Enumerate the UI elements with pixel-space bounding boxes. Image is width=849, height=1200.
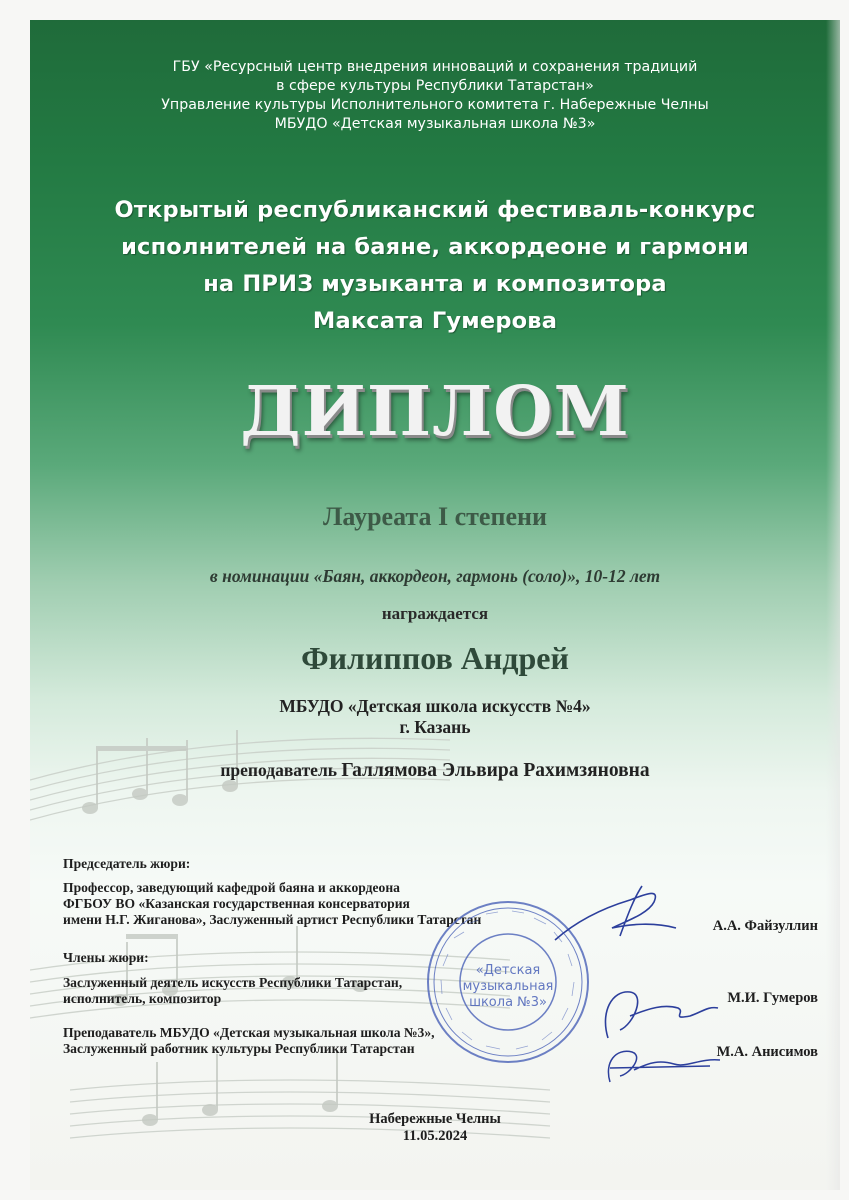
- festival-line: исполнителей на баяне, аккордеоне и гармони: [121, 234, 749, 260]
- jury-member2-title: [63, 1025, 435, 1057]
- diploma-title: ДИПЛОМ: [240, 372, 630, 452]
- festival-title: [30, 192, 840, 340]
- footer: [30, 1111, 840, 1145]
- jury-chair-line: имени Н.Г. Жиганова», Заслуженный артист Республики Татарстан: [63, 912, 482, 927]
- jury-member2-line: Преподаватель МБУДО «Детская музыкальная школа №3»,: [63, 1025, 435, 1040]
- organizers-header: [30, 58, 840, 134]
- stamp-line: школа №3»: [469, 995, 547, 1010]
- teacher-name: Галлямова Эльвира Рахимзяновна: [341, 760, 650, 781]
- jury-chair-heading: Председатель жюри:: [63, 856, 191, 871]
- school-name: МБУДО «Детская школа искусств №4»: [279, 696, 591, 716]
- header-line: Управление культуры Исполнительного комитета г. Набережные Челны: [161, 97, 709, 113]
- diploma-sheet: [30, 20, 840, 1190]
- jury-member2-line: Заслуженный работник культуры Республики Татарстан: [63, 1041, 415, 1056]
- jury-chair-line: ФГБОУ ВО «Казанская государственная консерватория: [63, 896, 410, 911]
- jury-chair-title: [63, 880, 481, 928]
- festival-line: на ПРИЗ музыканта и композитора: [203, 271, 667, 297]
- laureate-degree: Лауреата I степени: [323, 502, 547, 531]
- jury-chair-name: А.А. Файзуллин: [712, 918, 818, 934]
- teacher-prefix: преподаватель: [220, 760, 338, 780]
- stamp-line: музыкальная: [462, 979, 554, 994]
- jury-member1-name: М.И. Гумеров: [727, 990, 818, 1006]
- jury-members-heading: Члены жюри:: [63, 950, 149, 965]
- signature-chair: [550, 878, 680, 948]
- recipient-school: [30, 696, 840, 738]
- footer-date: 11.05.2024: [402, 1128, 468, 1144]
- festival-line: Открытый республиканский фестиваль-конкурс: [114, 197, 756, 223]
- header-line: ГБУ «Ресурсный центр внедрения инноваций и сохранения традиций: [172, 59, 698, 75]
- footer-city: Набережные Челны: [369, 1111, 501, 1127]
- signature-members: [590, 978, 730, 1088]
- stamp-line: «Детская: [475, 963, 541, 978]
- teacher-line: [30, 760, 840, 782]
- jury-member1-line: Заслуженный деятель искусств Республики Татарстан,: [63, 975, 403, 990]
- jury-chair-line: Профессор, заведующий кафедрой баяна и аккордеона: [63, 880, 400, 895]
- header-line: в сфере культуры Республики Татарстан»: [276, 78, 594, 94]
- nomination: в номинации «Баян, аккордеон, гармонь (соло)», 10-12 лет: [209, 566, 661, 586]
- jury-member1-title: [63, 975, 402, 1007]
- jury-member1-line: исполнитель, композитор: [63, 991, 222, 1006]
- recipient-name: Филиппов Андрей: [301, 640, 569, 676]
- awarded-text: награждается: [381, 604, 489, 623]
- header-line: МБУДО «Детская музыкальная школа №3»: [274, 116, 596, 132]
- school-city: г. Казань: [399, 717, 471, 737]
- jury-member2-name: М.А. Анисимов: [716, 1044, 818, 1060]
- festival-line: Максата Гумерова: [312, 308, 558, 334]
